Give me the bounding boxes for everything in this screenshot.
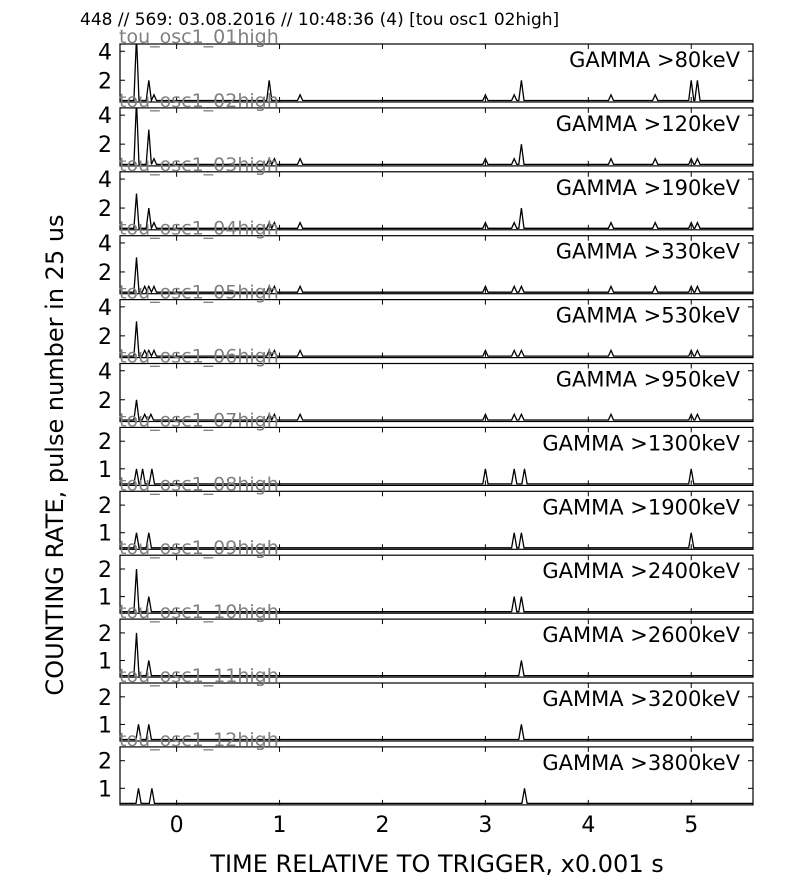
- y-tick-label: 2: [98, 430, 112, 456]
- channel-label: tou_osc1_08high: [119, 473, 279, 496]
- channel-label: tou_osc1_05high: [119, 281, 279, 304]
- chart-header: 448 // 569: 03.08.2016 // 10:48:36 (4) [tou osc1 02high]: [80, 10, 560, 30]
- y-tick-label: 2: [98, 133, 112, 159]
- channel-label: tou_osc1_04high: [119, 217, 279, 240]
- panel-12: [98, 747, 753, 805]
- y-tick-label: 1: [98, 777, 112, 803]
- x-tick-label: 0: [169, 812, 184, 838]
- x-tick-label: 2: [375, 812, 390, 838]
- panel-label: GAMMA >1900keV: [542, 495, 740, 520]
- y-tick-label: 4: [98, 104, 112, 130]
- y-tick-label: 2: [98, 69, 112, 95]
- panel-label: GAMMA >950keV: [555, 367, 740, 392]
- channel-label: tou_osc1_07high: [119, 409, 279, 432]
- y-tick-label: 1: [98, 521, 112, 547]
- y-tick-label: 2: [98, 494, 112, 520]
- x-axis-label: TIME RELATIVE TO TRIGGER, x0.001 s: [210, 850, 664, 878]
- y-tick-label: 2: [98, 685, 112, 711]
- panel-label: GAMMA >530keV: [555, 303, 740, 328]
- y-tick-label: 1: [98, 713, 112, 739]
- x-tick-label: 4: [581, 812, 596, 838]
- panel-label: GAMMA >120keV: [555, 111, 740, 136]
- y-tick-label: 4: [98, 295, 112, 321]
- channel-label: tou_osc1_10high: [119, 601, 279, 624]
- panel-label: GAMMA >2600keV: [542, 623, 740, 648]
- x-tick-label: 5: [684, 812, 699, 838]
- channel-label: tou_osc1_11high: [119, 665, 279, 687]
- panel-label: GAMMA >330keV: [555, 239, 740, 264]
- y-tick-label: 1: [98, 649, 112, 675]
- channel-label: tou_osc1_03high: [119, 153, 279, 176]
- y-tick-label: 2: [98, 324, 112, 350]
- y-tick-label: 4: [98, 40, 112, 66]
- y-tick-label: 2: [98, 621, 112, 647]
- y-tick-label: 4: [98, 359, 112, 385]
- channel-label: tou_osc1_09high: [119, 537, 279, 560]
- x-tick-label: 3: [478, 812, 493, 838]
- x-tick-label: 1: [272, 812, 287, 838]
- y-tick-label: 2: [98, 388, 112, 414]
- panels: [98, 26, 753, 838]
- y-axis-label: COUNTING RATE, pulse number in 25 us: [41, 214, 69, 696]
- y-tick-label: 1: [98, 457, 112, 483]
- y-tick-label: 4: [98, 231, 112, 257]
- panel-label: GAMMA >80keV: [569, 48, 740, 72]
- panel-label: GAMMA >1300keV: [542, 431, 740, 456]
- y-tick-label: 2: [98, 260, 112, 286]
- y-tick-label: 4: [98, 168, 112, 194]
- series-line: [120, 788, 753, 803]
- channel-label: tou_osc1_02high: [119, 89, 279, 112]
- y-tick-label: 2: [98, 749, 112, 775]
- panel-label: GAMMA >190keV: [555, 175, 740, 200]
- channel-label: tou_osc1_06high: [119, 345, 279, 368]
- y-tick-label: 1: [98, 585, 112, 611]
- panel-label: GAMMA >2400keV: [542, 559, 740, 584]
- channel-label: tou_osc1_12high: [119, 728, 279, 751]
- channel-label: tou_osc1_01high: [119, 26, 279, 48]
- y-tick-label: 2: [98, 558, 112, 584]
- panel-label: GAMMA >3200keV: [542, 687, 740, 711]
- y-tick-label: 2: [98, 197, 112, 223]
- panel-label: GAMMA >3800keV: [542, 750, 740, 775]
